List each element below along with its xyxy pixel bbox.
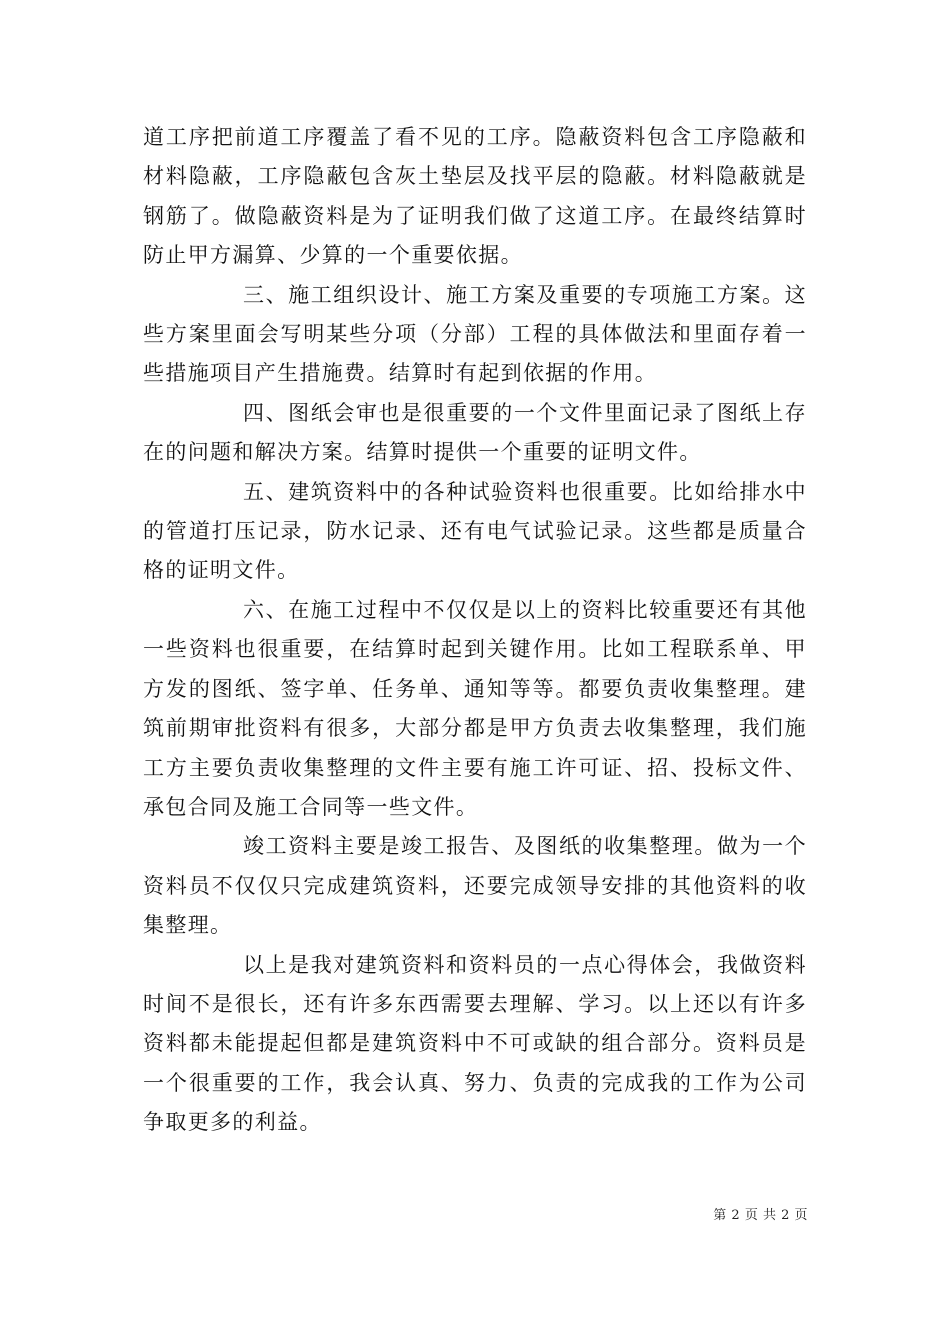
paragraph-other-documents: 六、在施工过程中不仅仅是以上的资料比较重要还有其他一些资料也很重要，在结算时起到关键作用。比如工程联系单、甲方发的图纸、签字单、任务单、通知等等。都要负责收集整理。建筑前期审批资料有很多，大部分都是甲方负责去收集整理，我们施工方主要负责收集整理的文件主要有施工许可证、招、投标文件、承包合同及施工合同等一些文件。 [143, 597, 807, 819]
body-text [143, 118, 807, 1143]
page-number-footer: 第 2 页 共 2 页 [713, 1208, 808, 1223]
paragraph-conclusion: 以上是我对建筑资料和资料员的一点心得体会，我做资料时间不是很长，还有许多东西需要去理解、学习。以上还以有许多资料都未能提起但都是建筑资料中不可或缺的组合部分。资料员是一个很重要的工作，我会认真、努力、负责的完成我的工作为公司争取更多的利益。 [143, 952, 807, 1135]
paragraph-completion-documents: 竣工资料主要是竣工报告、及图纸的收集整理。做为一个资料员不仅仅只完成建筑资料，还要完成领导安排的其他资料的收集整理。 [143, 834, 807, 938]
paragraph-continued: 道工序把前道工序覆盖了看不见的工序。隐蔽资料包含工序隐蔽和材料隐蔽，工序隐蔽包含灰土垫层及找平层的隐蔽。材料隐蔽就是钢筋了。做隐蔽资料是为了证明我们做了这道工序。在最终结算时防止甲方漏算、少算的一个重要依据。 [143, 125, 807, 268]
paragraph-test-records: 五、建筑资料中的各种试验资料也很重要。比如给排水中的管道打压记录，防水记录、还有电气试验记录。这些都是质量合格的证明文件。 [143, 479, 807, 583]
paragraph-construction-plans: 三、施工组织设计、施工方案及重要的专项施工方案。这些方案里面会写明某些分项（分部）工程的具体做法和里面存着一些措施项目产生措施费。结算时有起到依据的作用。 [143, 282, 807, 386]
paragraph-drawing-review: 四、图纸会审也是很重要的一个文件里面记录了图纸上存在的问题和解决方案。结算时提供一个重要的证明文件。 [143, 400, 807, 465]
